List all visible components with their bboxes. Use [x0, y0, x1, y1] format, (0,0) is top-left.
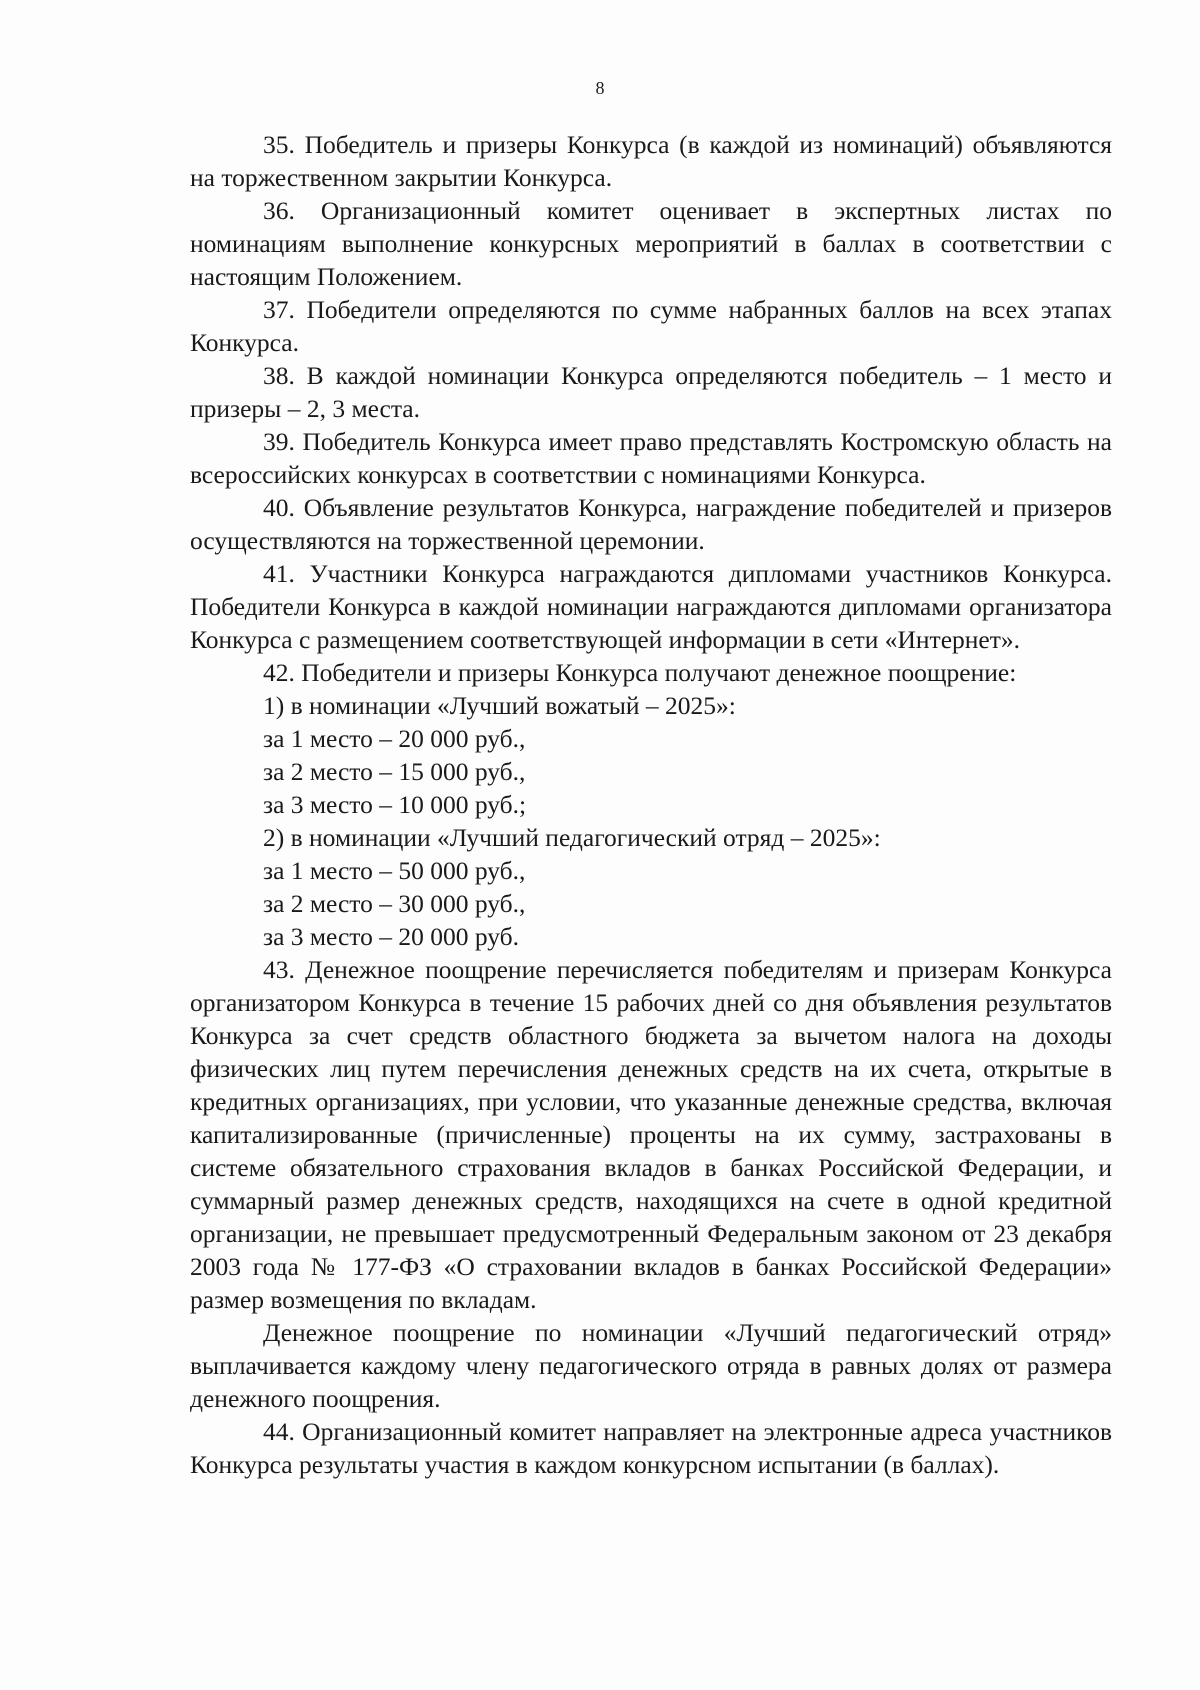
page-number: 8 [595, 78, 605, 98]
paragraph: 36. Организационный комитет оценивает в экспертных листах по номинациям выполнение конкурсных мероприятий в баллах в соответствии с настоящим Положением. [190, 196, 1112, 291]
paragraph: 39. Победитель Конкурса имеет право представлять Костромскую область на всероссийских конкурсах в соответствии с номинациями Конкурса. [190, 427, 1112, 489]
list-line: за 3 место – 20 000 руб. [263, 922, 520, 951]
document-body [190, 128, 1112, 1481]
list-line: за 1 место – 50 000 руб., [263, 856, 526, 885]
paragraph: Денежное поощрение по номинации «Лучший педагогический отряд» выплачивается каждому члену педагогического отряда в равных долях от размера денежного поощрения. [190, 1318, 1112, 1413]
list-line: 1) в номинации «Лучший вожатый – 2025»: [263, 691, 736, 720]
paragraph: 38. В каждой номинации Конкурса определяются победитель – 1 место и призеры – 2, 3 места. [190, 361, 1112, 423]
paragraph: 44. Организационный комитет направляет на электронные адреса участников Конкурса результаты участия в каждом конкурсном испытании (в баллах). [190, 1417, 1112, 1479]
paragraph: 40. Объявление результатов Конкурса, награждение победителей и призеров осуществляются на торжественной церемонии. [190, 493, 1112, 555]
paragraph: 35. Победитель и призеры Конкурса (в каждой из номинаций) объявляются на торжественном закрытии Конкурса. [190, 130, 1112, 192]
list-line: за 1 место – 20 000 руб., [263, 724, 526, 753]
paragraph: 37. Победители определяются по сумме набранных баллов на всех этапах Конкурса. [190, 295, 1112, 357]
list-line: за 2 место – 15 000 руб., [263, 757, 526, 786]
paragraph: 43. Денежное поощрение перечисляется победителям и призерам Конкурса организатором Конкурса в течение 15 рабочих дней со дня объявления результатов Конкурса за счет средств областного бюджета за вычетом налога на доходы физических лиц путем перечисления денежных средств на их счета, открытые в кредитных организациях, при условии, что указанные денежные средства, включая капитализированные (причисленные) проценты на их сумму, застрахованы в системе обязательного страхования вкладов в банках Российской Федерации, и суммарный размер денежных средств, находящихся на счете в одной кредитной организации, не превышает предусмотренный Федеральным законом от 23 декабря 2003 года № 177-ФЗ «О страховании вкладов в банках Российской Федерации» размер возмещения по вкладам. [190, 955, 1112, 1314]
list-line: 2) в номинации «Лучший педагогический отряд – 2025»: [263, 823, 881, 852]
list-line: 42. Победители и призеры Конкурса получают денежное поощрение: [263, 658, 1017, 687]
paragraph: 41. Участники Конкурса награждаются дипломами участников Конкурса. Победители Конкурса в каждой номинации награждаются дипломами организатора Конкурса с размещением соответствующей информации в сети «Интернет». [190, 559, 1112, 654]
list-line: за 2 место – 30 000 руб., [263, 889, 526, 918]
list-line: за 3 место – 10 000 руб.; [263, 790, 527, 819]
